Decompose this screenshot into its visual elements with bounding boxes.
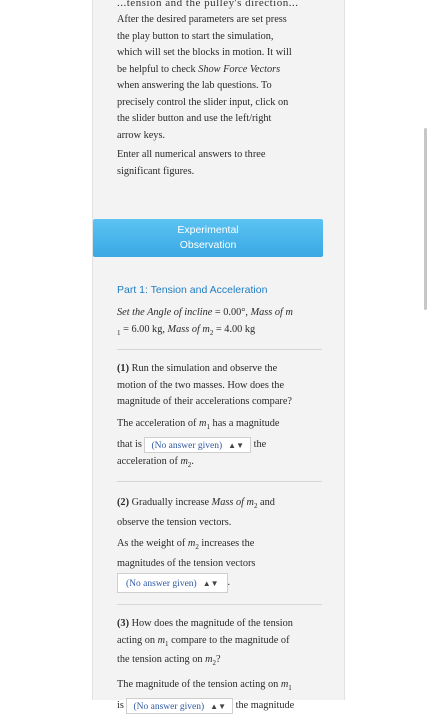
intro-line: be helpful to check Show Force Vectors — [117, 63, 281, 75]
intro-line: After the desired parameters are set press — [117, 14, 287, 25]
sigfig-line: significant figures. — [117, 165, 195, 177]
lab-panel — [92, 0, 345, 712]
intro-line: the play button to start the simulation, — [117, 30, 274, 42]
part1-section — [117, 283, 322, 341]
intro-line: the slider button and use the left/right — [117, 113, 272, 124]
intro-line: arrow keys. — [117, 129, 166, 141]
intro-line: when answering the lab questions. To — [117, 80, 272, 91]
intro-line: precisely control the slider input, click on — [117, 96, 289, 108]
sigfig-paragraph — [117, 147, 322, 180]
sigfig-line: Enter all numerical answers to three — [117, 149, 266, 160]
divider — [117, 481, 322, 482]
question-3: (3) How does the magnitude of the tension acting on $m_1$ compare to the magnitude of the tension acting on $m_2$? The magnitude of the tension acting on $m_1$ is (No answer given) ▲▼ the magnitude — [117, 618, 295, 712]
divider — [117, 349, 322, 350]
intro-paragraph — [117, 12, 322, 144]
part-title: Part 1: Tension and Acceleration — [117, 284, 268, 296]
q2-answer-select[interactable]: (No answer given) ▲▼ — [117, 573, 228, 593]
q1-answer-select[interactable]: (No answer given) ▲▼ — [144, 437, 251, 453]
button-label: Experimental — [177, 224, 239, 236]
question-1: (1) Run the simulation and observe the motion of the two masses. How does the magnitude of their accelerations compare? The acceleration of $m_1$ has a magnitude that is (No answer given) ▲▼ the acceleration of $m_2$. — [117, 363, 292, 470]
experimental-observation-button[interactable] — [93, 219, 323, 257]
show-force-vectors-term: Show Force Vectors — [198, 63, 281, 75]
select-arrows-icon: ▲▼ — [210, 701, 226, 711]
part1-setup: Set the Angle of incline = 0.00°, Mass of m — [117, 307, 293, 318]
question-2: (2) Gradually increase Mass of $m_2$ and observe the tension vectors. As the weight of $m_2$ increases the magnitudes of the tension vectors (No answer given) ▲▼ . — [117, 495, 322, 594]
select-arrows-icon: ▲▼ — [202, 578, 219, 588]
part1-setup: $_1$ = 6.00 kg, Mass of $m_2 = 4.00$ kg — [117, 323, 256, 337]
cut-off-text: ...tension and the pulley's direction... — [117, 0, 299, 9]
select-arrows-icon: ▲▼ — [228, 440, 245, 450]
q3-answer-select[interactable]: (No answer given) ▲▼ — [126, 698, 233, 714]
button-label: Observation — [179, 239, 237, 251]
intro-line: which will set the blocks in motion. It will — [117, 47, 292, 58]
divider — [117, 604, 322, 605]
